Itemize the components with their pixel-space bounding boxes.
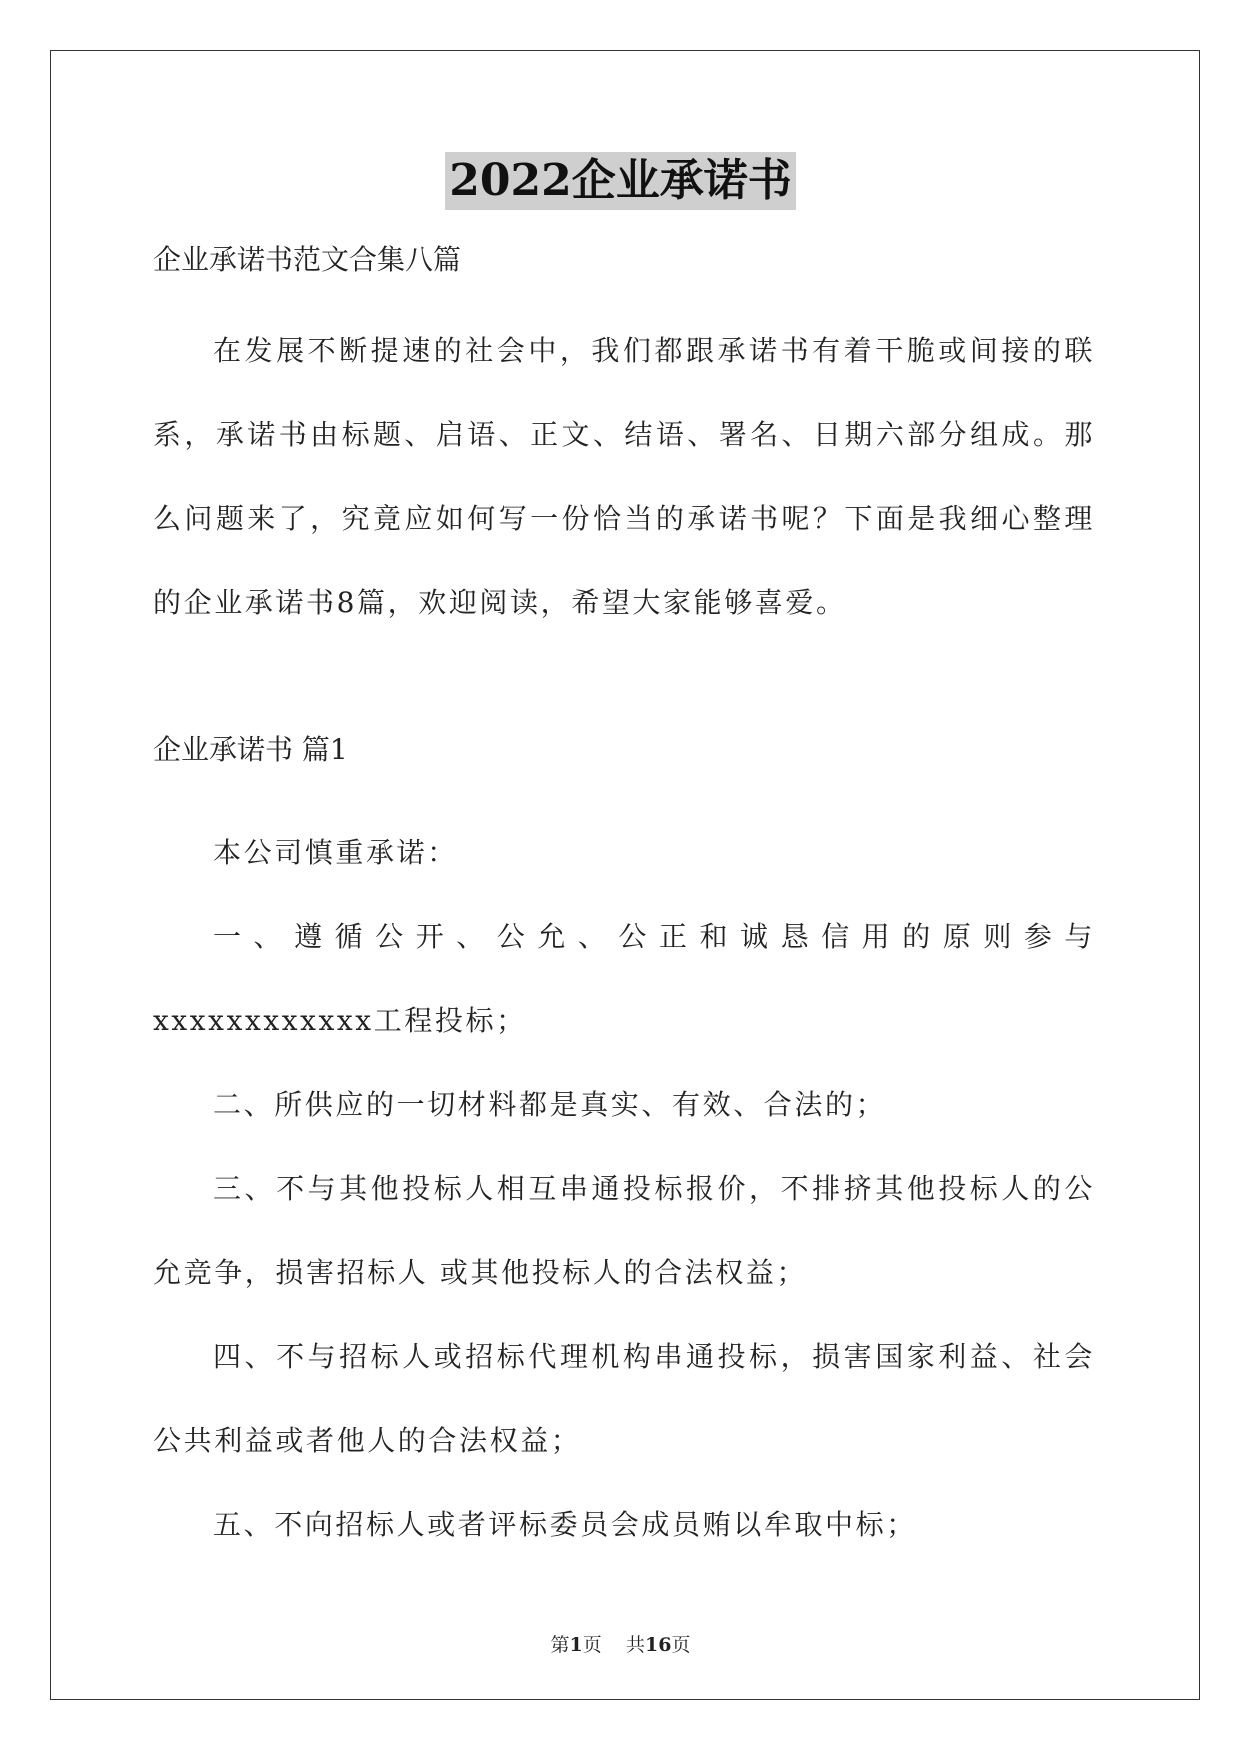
paragraph-2: 一、遵循公开、公允、公正和诚恳信用的原则参与xxxxxxxxxxxx工程投标；: [153, 920, 1095, 1037]
footer-total-pages: 16: [644, 1634, 672, 1656]
document-title: 2022企业承诺书: [445, 152, 795, 210]
document-body: [153, 239, 1095, 1567]
paragraph-3: 二、所供应的一切材料都是真实、有效、合法的；: [213, 1088, 887, 1121]
footer-total-prefix: 共: [625, 1634, 645, 1656]
footer-page-suffix: 页: [582, 1634, 602, 1656]
footer-total-suffix: 页: [671, 1634, 691, 1656]
title-container: [0, 152, 1241, 210]
footer-page-prefix: 第: [550, 1634, 570, 1656]
paragraph-4: 三、不与其他投标人相互串通投标报价，不排挤其他投标人的公允竞争，损害招标人 或其他投标人的合法权益；: [153, 1172, 1095, 1289]
page-footer: [0, 1630, 1241, 1657]
footer-page-number: 1: [569, 1634, 583, 1656]
document-subtitle: 企业承诺书范文合集八篇: [153, 243, 462, 276]
paragraph-5: 四、不与招标人或招标代理机构串通投标，损害国家利益、社会公共利益或者他人的合法权益；: [153, 1340, 1095, 1457]
paragraph-6: 五、不向招标人或者评标委员会成员贿以牟取中标；: [213, 1508, 917, 1541]
intro-paragraph: 在发展不断提速的社会中，我们都跟承诺书有着干脆或间接的联系，承诺书由标题、启语、正文、结语、署名、日期六部分组成。那么问题来了，究竟应如何写一份恰当的承诺书呢？下面是我细心整理的企业承诺书8篇，欢迎阅读，希望大家能够喜爱。: [153, 334, 1095, 619]
paragraph-1: 本公司慎重承诺：: [213, 836, 458, 869]
section-heading: 企业承诺书 篇1: [153, 733, 348, 766]
